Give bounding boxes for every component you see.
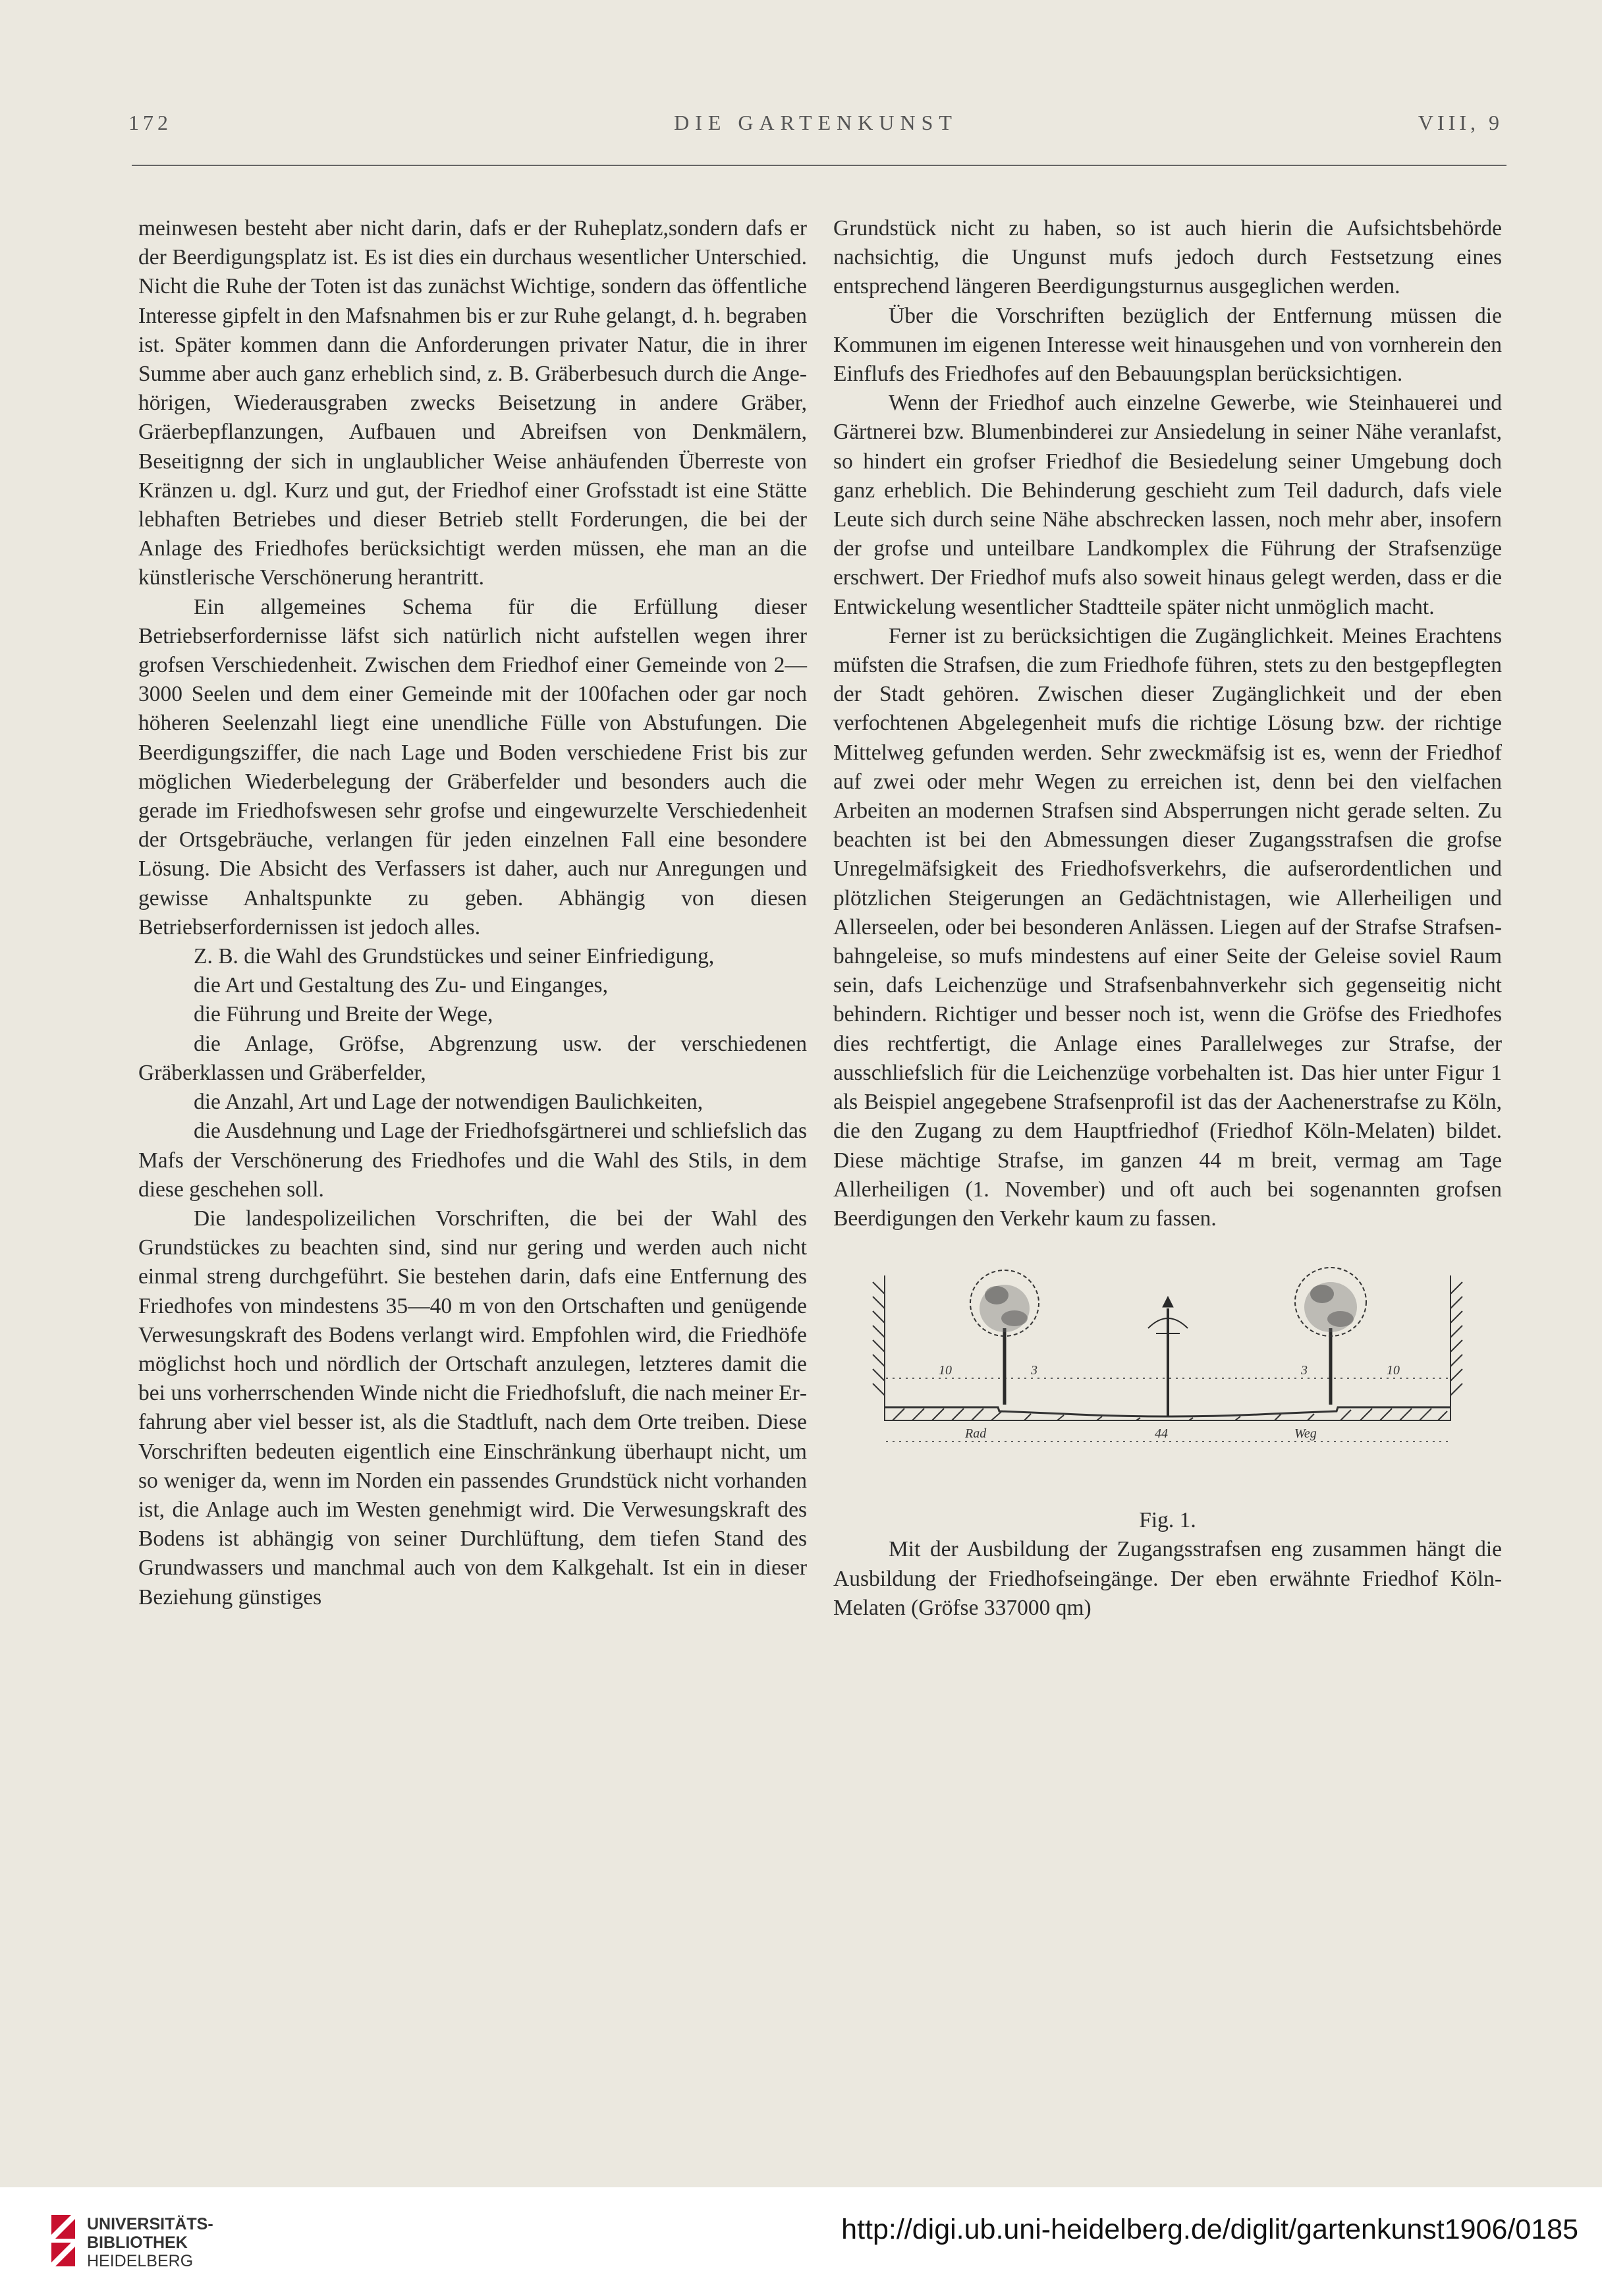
dim-label-rad: Rad bbox=[965, 1426, 987, 1442]
permalink-url[interactable]: http://digi.ub.uni-heidelberg.de/diglit/gartenkunst1906/0185 bbox=[841, 2214, 1578, 2245]
lamp-post bbox=[1148, 1297, 1188, 1416]
library-logo-text bbox=[87, 2215, 258, 2270]
paragraph: Z. B. die Wahl des Grundstückes und seiner Einfriedigung, bbox=[194, 944, 715, 969]
list-item: die Anzahl, Art und Lage der notwendigen Baulichkeiten, bbox=[194, 1090, 704, 1115]
list-item: die Führung und Breite der Wege, bbox=[194, 1002, 493, 1027]
paragraph: Ein allgemeines Schema für die Erfüllung dieser Betriebserfordernisse läfst sich natürlich nicht aufstellen wegen ihrer grofsen Verschiedenheit. Zwischen dem Friedhof einer Gemeinde von 2—3000 Seelen und dem einer Gemeinde mit der 100fachen oder gar noch höheren Seelenzahl liegt eine unendliche Fülle von Abstufungen. Die Beerdigungsziffer, die nach Lage und Boden verschiedene Frist bis zur möglichen Wiederbelegung der Gräberfelder und besonders auch die gerade im Friedhofswesen sehr grofse und eingewurzelte Verschiedenheit der Ortsgebräuche, verlangen für jeden einzelnen Fall eine besondere Lösung. Die Absicht des Verfassers ist daher, auch nur Anregungen und gewisse Anhaltspunkte zu geben. Abhängig von diesen Betriebserfordernissen ist jedoch alles. bbox=[138, 594, 807, 939]
volume-issue: VIII, 9 bbox=[1418, 111, 1503, 134]
paragraph: meinwesen besteht aber nicht darin, dafs er der Ruheplatz,sondern dafs er der Beerdigungsplatz ist. Es ist dies ein durchaus wesentlicher Unterschied. Nicht die Ruhe der Toten ist das zunächst Wichtige, sondern das öffentliche Interesse gipfelt in den Mafsnahmen bis er zur Ruhe gelangt, d. h. begraben ist. Später kommen dann die Anforderungen privater Natur, die in ihrer Summe aber auch ganz erheblich sind, z. B. Gräberbesuch durch die Angehörigen, Wiederausgraben zwecks Beisetzung in andere Gräber, Gräerbepflanzungen, Aufbauen und Abreifsen von Denkmälern, Beseitignng der sich in unglaublicher Weise anhäufenden Überreste von Kränzen u. dgl. Kurz und gut, der Friedhof einer Grofsstadt ist eine Stätte lebhaften Betriebes und dieser Betrieb stellt Forderungen, die bei der Anlage des Friedhofes berücksichtigt werden müssen, ehe man an die künstlerische Verschönerung herantritt. bbox=[138, 216, 807, 590]
logo-line-1: UNIVERSITÄTS- bbox=[87, 2215, 213, 2233]
tree-left bbox=[970, 1270, 1039, 1405]
paragraph: Die landespolizeilichen Vorschriften, die bei der Wahl des Grundstückes zu beachten sind, sind nur gering und werden auch nicht einmal streng durchgeführt. Sie bestehen darin, dafs eine Entfernung des Friedhofes von mindestens 35—40 m von den Ortschaften und genügende Verwesungskraft des Bodens verlangt wird. Empfohlen wird, die Friedhöfe möglichst hoch und nördlich der Ortschaft anzulegen, letzteres damit die bei uns vorherrschenden Winde nicht die Friedhofsluft, die nach meiner Erfahrung aber viel besser ist, als die Stadtluft, nach dem Orte treiben. Diese Vorschriften bedeuten eigentlich eine Einschränkung überhaupt nicht, um so weniger da, wenn im Norden ein passendes Grundstück nicht vorhanden ist, die Anlage auch im Westen genehmigt wird. Die Verwesungskraft des Bodens ist abhängig von seiner Durchlüftung, dem tiefen Stand des Grundwassers und manchmal auch von dem Kalkgehalt. Ist ein in dieser Beziehung günstiges bbox=[138, 1206, 807, 1610]
street-profile-drawing bbox=[833, 1256, 1502, 1499]
dim-label-total: 44 bbox=[1155, 1426, 1168, 1442]
logo-line-3: HEIDELBERG bbox=[87, 2252, 194, 2270]
paragraph: Mit der Ausbildung der Zugangsstrafsen eng zusammen hängt die Ausbildung der Friedhofseingänge. Der eben erwähnte Friedhof Köln-Melaten (Gröfse 337000 qm) bbox=[833, 1537, 1502, 1620]
paragraph: Ferner ist zu berücksichtigen die Zugänglichkeit. Meines Erachtens müfsten die Strafsen, die zum Friedhofe führen, stets zu den bestgepflegten der Stadt gehören. Zwischen dieser Zugänglichkeit und der eben verfochtenen Abgelegenheit mufs die richtige Lösung bzw. der richtige Mittelweg gefunden werden. Sehr zweckmäfsig ist es, wenn der Friedhof auf zwei oder mehr Wegen zu erreichen ist, denn bei den vielfachen Arbeiten an modernen Strafsen sind Absperrungen nicht gerade selten. Zu beachten ist bei den Abmessungen dieser Zugangsstrafsen die grofse Unregelmäfsigkeit des Friedhofsverkehrs, die aufserordentlichen und plötzlichen Steigerungen an Gedächtnistagen, wie Allerheiligen und Allerseelen, oder bei besonderen Anlässen. Liegen auf der Strafse Strafsenbahngeleise, so mufs mindestens auf einer Seite der Geleise soviel Raum sein, dafs Leichenzüge und Strafsenbahnverkehr sich gegenseitig nicht behindern. Richtiger und besser noch ist, wenn die Gröfse des Friedhofes dies rechtfertigt, die Anlage eines Parallelweges zur Strafse, der ausschliefslich für die Leichenzüge vorbehalten ist. Das hier unter Figur 1 als Beispiel angegebene Strafsenprofil ist das der Aachenerstrafse zu Köln, die den Zugang zu dem Hauptfriedhof (Friedhof Köln-Melaten) bildet. Diese mächtige Strafse, im ganzen 44 m breit, vermag am Tage Allerheiligen (1. November) und oft auch bei sogenannten grofsen Beerdigungen den Verkehr kaum zu fassen. bbox=[833, 623, 1502, 1231]
paragraph: Grundstück nicht zu haben, so ist auch hierin die Aufsichtsbehörde nachsichtig, die Ungunst mufs jedoch durch Festsetzung eines entsprechend längeren Beerdigungsturnus ausgeglichen werden. bbox=[833, 216, 1502, 299]
list-item: die Art und Gestaltung des Zu- und Einganges, bbox=[194, 973, 608, 998]
list-item: die Anlage, Gröfse, Abgrenzung usw. der verschiedenen Gräberklassen und Gräberfelder, bbox=[138, 1031, 807, 1085]
dim-label-weg: Weg bbox=[1294, 1426, 1317, 1442]
page-number: 172 bbox=[128, 111, 172, 134]
list-item: die Ausdehnung und Lage der Friedhofsgärtnerei und schliefslich das Mafs der Verschönerung des Friedhofes und die Wahl des Stils, in dem diese geschehen soll. bbox=[138, 1119, 807, 1202]
figure-street-profile bbox=[833, 1256, 1502, 1499]
right-column bbox=[833, 214, 1502, 1623]
figure-caption: Fig. 1. bbox=[1139, 1508, 1196, 1533]
dim-label-right: 10 bbox=[1387, 1363, 1400, 1378]
paragraph: Wenn der Friedhof auch einzelne Gewerbe, wie Steinhauerei und Gärtnerei bzw. Blumenbinderei zur Ansiedelung in seiner Nähe veranlafst, so hindert ein grofser Friedhof die Besiedelung seiner Umgebung doch ganz erheblich. Die Behinderung geschieht zum Teil dadurch, dafs viele Leute sich durch seine Nähe abschrecken lassen, noch mehr aber, insofern der grofse und unteilbare Landkomplex die Führung der Strafsenzüge erschwert. Der Friedhof mufs also soweit hinaus gelegt werden, dass er die Entwickelung wesentlicher Stadtteile später nicht unmöglich macht. bbox=[833, 391, 1502, 619]
journal-title: DIE GARTENKUNST bbox=[674, 111, 958, 134]
dim-label-left-mid: 3 bbox=[1031, 1363, 1037, 1378]
header-rule bbox=[132, 165, 1506, 166]
dim-label-left: 10 bbox=[939, 1363, 952, 1378]
running-head bbox=[128, 111, 1503, 150]
tree-right bbox=[1295, 1268, 1366, 1405]
dim-label-right-mid: 3 bbox=[1301, 1363, 1308, 1378]
footer-bar bbox=[0, 2187, 1602, 2296]
university-library-logo-icon bbox=[51, 2215, 83, 2270]
paragraph: Über die Vorschriften bezüglich der Entfernung müssen die Kommunen im eigenen Interesse weit hinausgehen und von vornherein den Einflufs des Friedhofes auf den Bebauungsplan berücksichtigen. bbox=[833, 303, 1502, 387]
left-column bbox=[138, 214, 807, 1612]
logo-line-2: BIBLIOTHEK bbox=[87, 2233, 188, 2252]
